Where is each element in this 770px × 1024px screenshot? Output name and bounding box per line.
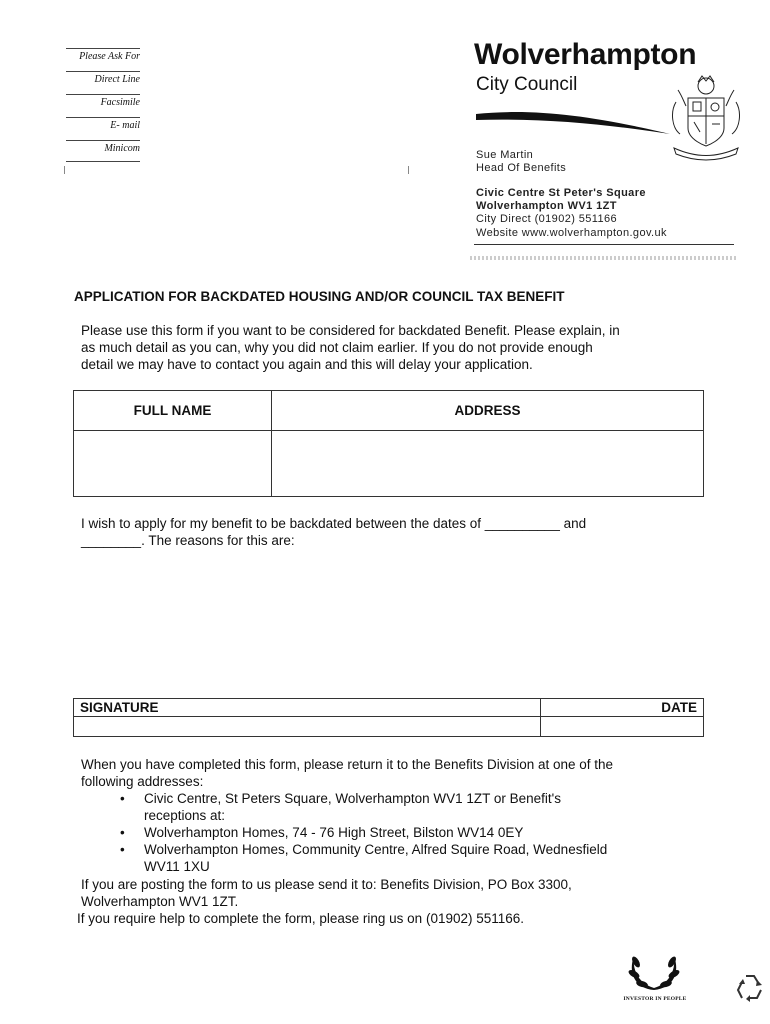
investors-in-people-label: INVESTOR IN PEOPLE: [623, 996, 687, 1002]
intro-line: as much detail as you can, why you did not claim earlier. If you do not provide enough: [81, 340, 593, 355]
date-header: DATE: [541, 699, 704, 717]
posting-paragraph: [81, 876, 711, 910]
address-text: • Wolverhampton Homes, 74 - 76 High Street, Bilston WV14 0EY: [144, 825, 524, 840]
coat-of-arms-icon: [666, 72, 746, 162]
email-label: E- mail: [66, 117, 140, 138]
address-text: • Wolverhampton Homes, Community Centre, Alfred Squire Road, Wednesfield: [144, 842, 608, 857]
list-item: [120, 790, 710, 824]
address-header: ADDRESS: [272, 391, 704, 431]
recycle-icon: [732, 970, 768, 1006]
header-divider: [474, 244, 734, 245]
address-field[interactable]: [272, 431, 704, 497]
backdate-line: ________. The reasons for this are:: [81, 533, 295, 548]
header-dotted-rule: [470, 256, 738, 260]
return-intro-line: following addresses:: [81, 774, 204, 789]
swoosh-logo-icon: [474, 100, 674, 140]
minicom-label: Minicom: [66, 140, 140, 162]
council-subtitle: City Council: [476, 74, 578, 95]
investors-in-people-icon: [624, 948, 684, 996]
signature-header: SIGNATURE: [74, 699, 541, 717]
form-title: APPLICATION FOR BACKDATED HOUSING AND/OR COUNCIL TAX BENEFIT: [74, 289, 565, 304]
intro-paragraph: [81, 322, 711, 373]
signature-date-table: [73, 698, 704, 737]
officer-title: Head Of Benefits: [476, 162, 567, 174]
date-field[interactable]: [541, 717, 704, 737]
fold-mark: [408, 166, 409, 174]
address-text: receptions at:: [144, 808, 226, 823]
council-name: Wolverhampton: [474, 38, 697, 71]
intro-line: Please use this form if you want to be considered for backdated Benefit. Please explain, in: [81, 323, 620, 338]
intro-line: detail we may have to contact you again and this will delay your application.: [81, 357, 533, 372]
contact-labels: [66, 48, 140, 164]
backdate-line: I wish to apply for my benefit to be backdated between the dates of __________ and: [81, 516, 587, 531]
signature-field[interactable]: [74, 717, 541, 737]
help-line: If you require help to complete the form, please ring us on (01902) 551166.: [77, 911, 525, 926]
posting-line: If you are posting the form to us please send it to: Benefits Division, PO Box 3300,: [81, 877, 572, 892]
website-line: Website www.wolverhampton.gov.uk: [476, 227, 667, 239]
address-text: WV11 1XU: [144, 859, 210, 874]
return-address-list: [120, 790, 710, 875]
return-intro-line: When you have completed this form, please return it to the Benefits Division at one of the: [81, 757, 614, 772]
officer-name: Sue Martin: [476, 149, 534, 161]
return-intro: [81, 756, 711, 790]
posting-line: Wolverhampton WV1 1ZT.: [81, 894, 239, 909]
name-address-table: [73, 390, 704, 497]
phone-line: City Direct (01902) 551166: [476, 213, 618, 225]
facsimile-label: Facsimile: [66, 94, 140, 115]
fold-mark: [64, 166, 65, 174]
please-ask-for-label: Please Ask For: [66, 48, 140, 69]
address-line-2: Wolverhampton WV1 1ZT: [476, 200, 617, 212]
full-name-header: FULL NAME: [74, 391, 272, 431]
list-item: [120, 841, 710, 875]
address-text: • Civic Centre, St Peters Square, Wolverhampton WV1 1ZT or Benefit's: [144, 791, 561, 806]
direct-line-label: Direct Line: [66, 71, 140, 92]
backdate-paragraph: [81, 515, 711, 549]
reasons-field[interactable]: [81, 556, 706, 686]
full-name-field[interactable]: [74, 431, 272, 497]
address-line-1: Civic Centre St Peter's Square: [476, 187, 646, 199]
list-item: [120, 824, 710, 841]
